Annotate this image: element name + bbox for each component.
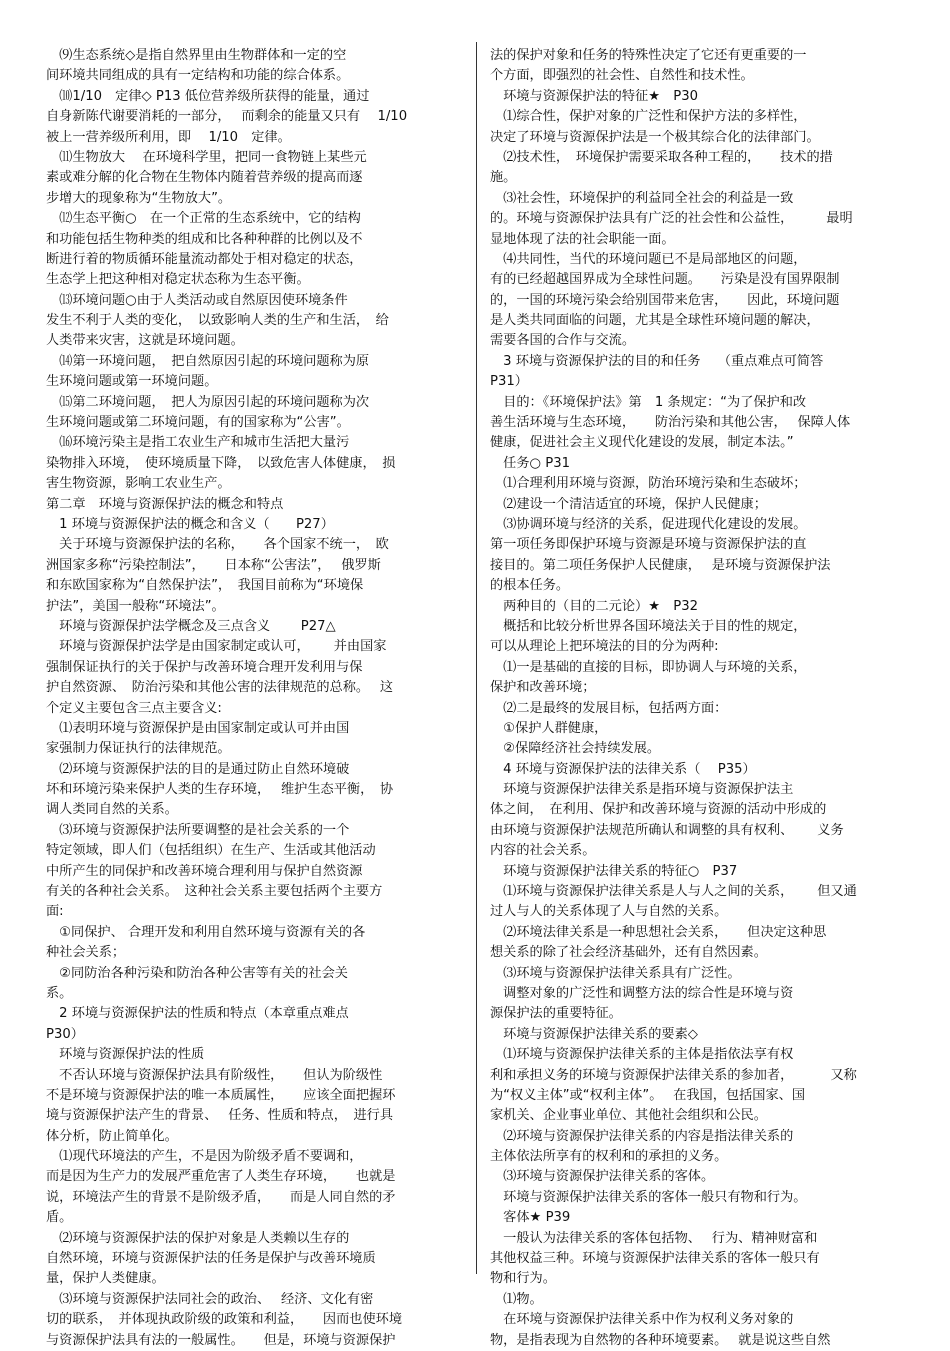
text-line: ⑵建设一个清洁适宜的环境，保护人民健康； [490,496,767,512]
text-line: ⑴环境与资源保护法律关系的主体是指依法享有权 [490,1047,794,1063]
text-line: 染物排入环境， 使环境质量下降， 以致危害人体健康， 损 [46,455,396,471]
text-line: 物和行为。 [490,1271,556,1287]
text-line: 环境与资源保护法律关系是指环境与资源保护法主 [490,782,794,798]
text-line: ⑵环境法律关系是一种思想社会关系， 但决定这种思 [490,924,827,940]
text-line: ⑽1/10 定律◇ P13 低位营养级所获得的能量，通过 [46,88,370,104]
left-text-column [46,46,464,1351]
text-line: ⑴现代环境法的产生，不是因为阶级矛盾不要调和， [46,1149,363,1165]
text-line: ⑿生态平衡○ 在一个正常的生态系统中，它的结构 [46,211,361,227]
text-line: 的。环境与资源保护法具有广泛的社会性和公益性， 最明 [490,211,853,227]
text-line: ①同保护、 合理开发和利用自然环境与资源有关的各 [46,924,366,940]
text-line: 1 环境与资源保护法的概念和含义（ P27） [46,516,334,532]
text-line: 境与资源保护法产生的背景、 任务、性质和特点， 进行具 [46,1108,394,1124]
text-line: ⑴环境与资源保护法律关系是人与人之间的关系， 但又通 [490,884,857,900]
text-line: 概括和比较分析世界各国环境法关于目的性的规定， [490,618,807,634]
text-line: 步增大的现象称为“生物放大”。 [46,190,232,206]
text-line: 环境与资源保护法学是由国家制定或认可， 并由国家 [46,639,387,655]
text-line: 中所产生的同保护和改善环境合理利用与保护自然资源 [46,863,363,879]
text-line: ⑶环境与资源保护法律关系具有广泛性。 [490,965,741,981]
text-line: 内容的社会关系。 [490,843,596,859]
text-line: 家强制力保证执行的法律规范。 [46,741,231,757]
text-line: ②同防治各种污染和防治各种公害等有关的社会关 [46,965,348,981]
text-line: 3 环境与资源保护法的目的和任务 （重点难点可简答 [490,353,824,369]
text-line: ⑶社会性，环境保护的利益同全社会的利益是一致 [490,190,794,206]
text-line: ⑴一是基础的直接的目标，即协调人与环境的关系， [490,659,807,675]
right-text-column [490,46,906,1351]
text-line: 体之间， 在利用、保护和改善环境与资源的活动中形成的 [490,802,827,818]
text-line: 在环境与资源保护法律关系中作为权利义务对象的 [490,1312,794,1328]
text-line: 体分析，防止简单化。 [46,1128,178,1144]
text-line: 个定义主要包含三点主要含义: [46,700,222,716]
text-line: 而是因为生产力的发展严重危害了人类生存环境， 也就是 [46,1169,396,1185]
text-line: 环境与资源保护法律关系的特征○ P37 [490,863,738,879]
text-line: 种社会关系； [46,945,126,961]
text-line: 主体依法所享有的权利和的承担的义务。 [490,1149,728,1165]
text-line: 想关系的除了社会经济基础外，还有自然因素。 [490,945,767,961]
text-line: 特定领域，即人们（包括组织）在生产、生活或其他活动 [46,843,376,859]
text-line: 不是环境与资源保护法的唯一本质属性， 应该全面把握环 [46,1087,396,1103]
text-line: ⑵二是最终的发展目标，包括两方面： [490,700,728,716]
text-line: 的，一国的环境污染会给别国带来危害， 因此，环境问题 [490,292,840,308]
text-line: 护法”，美国一般称“环境法”。 [46,598,225,614]
text-line: 素或难分解的化合物在生物体内随着营养级的提高而逐 [46,170,363,186]
text-line: 目的：《环境保护法》第 1 条规定：“为了保护和改 [490,394,807,410]
text-line: 第二章 环境与资源保护法的概念和特点 [46,496,284,512]
text-line: 物，是指表现为自然物的各种环境要素。 就是说这些自然 [490,1332,831,1348]
text-line: ⑶协调环境与经济的关系，促进现代化建设的发展。 [490,516,807,532]
text-line: 善生活环境与生态环境， 防治污染和其他公害， 保障人体 [490,415,851,431]
text-line: 过人与人的关系体现了人与自然的关系。 [490,904,728,920]
text-line: 有的已经超越国界成为全球性问题。 污染是没有国界限制 [490,272,840,288]
text-line: 量，保护人类健康。 [46,1271,165,1287]
text-line: 人类带来灾害，这就是环境问题。 [46,333,244,349]
text-line: 生环境问题或第二环境问题，有的国家称为“公害”。 [46,415,350,431]
text-line: 保护和改善环境； [490,680,596,696]
text-line: ⑼生态系统◇是指自然界里由生物群体和一定的空 [46,48,347,63]
text-line: 环境与资源保护法学概念及三点含义 P27△ [46,618,336,634]
text-line: 个方面，即强烈的社会性、自然性和技术性。 [490,68,754,84]
text-line: ⒁第一环境问题， 把自然原因引起的环境问题称为原 [46,353,370,369]
text-line: 说，环境法产生的背景不是阶级矛盾， 而是人同自然的矛 [46,1189,396,1205]
text-line: 由环境与资源保护法规范所确认和调整的具有权利、 义务 [490,822,844,838]
text-line: ⒂第二环境问题， 把人为原因引起的环境问题称为次 [46,394,370,410]
text-line: 调整对象的广泛性和调整方法的综合性是环境与资 [490,985,794,1001]
text-line: 切的联系， 并体现执政阶级的政策和利益， 因而也使环境 [46,1312,403,1328]
text-line: 发生不利于人类的变化， 以致影响人类的生产和生活， 给 [46,313,389,329]
text-line: 环境与资源保护法律关系的要素◇ [490,1026,698,1042]
text-line: 坏和环境污染来保护人类的生存环境， 维护生态平衡， 协 [46,782,394,798]
text-line: 两种目的（目的二元论）★ P32 [490,598,698,614]
text-line: ⑴物。 [490,1291,543,1307]
text-line: 与资源保护法具有法的一般属性。 但是，环境与资源保护 [46,1332,396,1348]
text-line: ①保护人群健康， [490,720,608,736]
text-line: 任务○ P31 [490,455,570,471]
text-line: 护自然资源、 防治污染和其他公害的法律规范的总称。 这 [46,680,394,696]
text-line: 断进行着的物质循环能量流动都处于相对稳定的状态， [46,251,363,267]
text-line: 是人类共同面临的问题，尤其是全球性环境问题的解决， [490,313,820,329]
text-line: 盾。 [46,1210,73,1226]
text-line: 客体★ P39 [490,1210,571,1226]
text-line: 决定了环境与资源保护法是一个极其综合化的法律部门。 [490,129,820,145]
text-line: ⑶环境与资源保护法所要调整的是社会关系的一个 [46,822,350,838]
text-line: 和功能包括生物种类的组成和比各种种群的比例以及不 [46,231,363,247]
text-line: ⒃环境污染主是指工农业生产和城市生活把大量污 [46,435,350,451]
text-line: 和东欧国家称为“自然保护法”， 我国目前称为“环境保 [46,578,364,594]
text-line: 调人类同自然的关系。 [46,802,178,818]
text-line: 施。 [490,170,517,186]
text-line: 接目的。第二项任务保护人民健康， 是环境与资源保护法 [490,557,831,573]
text-line: 间环境共同组成的具有一定结构和功能的综合体系。 [46,68,350,84]
text-line: 自然环境，环境与资源保护法的任务是保护与改善环境质 [46,1251,376,1267]
text-line: 环境与资源保护法的性质 [46,1047,205,1063]
text-line: ⑴综合性，保护对象的广泛性和保护方法的多样性， [490,109,807,125]
text-line: 家机关、企业事业单位、其他社会组织和公民。 [490,1108,767,1124]
text-line: 系。 [46,985,73,1001]
text-line: 健康，促进社会主义现代化建设的发展，制定本法。” [490,435,794,451]
text-line: 不否认环境与资源保护法具有阶级性， 但认为阶级性 [46,1067,383,1083]
text-line: ⒀环境问题○由于人类活动或自然原因使环境条件 [46,292,348,308]
text-line: 害生物资源，影响工农业生产。 [46,476,231,492]
text-line: ⑶环境与资源保护法同社会的政治、 经济、文化有密 [46,1291,374,1307]
text-line: ⑴合理利用环境与资源，防治环境污染和生态破坏； [490,476,807,492]
text-line: ⑵环境与资源保护法律关系的内容是指法律关系的 [490,1128,794,1144]
text-line: ⑴表明环境与资源保护是由国家制定或认可并由国 [46,720,350,736]
text-line: 的根本任务。 [490,578,570,594]
text-line: 关于环境与资源保护法的名称， 各个国家不统一， 欧 [46,537,389,553]
text-line: 为“权义主体”或“权利主体”。 在我国，包括国家、国 [490,1087,806,1103]
text-line: ⑵环境与资源保护法的目的是通过防止自然环境破 [46,761,350,777]
text-line: 源保护法的重要特征。 [490,1006,622,1022]
text-line: 强制保证执行的关于保护与改善环境合理开发利用与保 [46,659,363,675]
text-line: 面: [46,904,64,920]
text-line: P31） [490,374,528,390]
text-line: 一般认为法律关系的客体包括物、 行为、精神财富和 [490,1230,818,1246]
text-line: ②保障经济社会持续发展。 [490,741,661,757]
text-line: 生环境问题或第一环境问题。 [46,374,218,390]
column-divider [476,42,477,1274]
text-line: 其他权益三种。环境与资源保护法律关系的客体一般只有 [490,1251,820,1267]
text-line: 4 环境与资源保护法的法律关系（ P35） [490,761,756,777]
text-line: 有关的各种社会关系。 这种社会关系主要包括两个主要方 [46,884,383,900]
text-line: 2 环境与资源保护法的性质和特点（本章重点难点 [46,1006,349,1022]
text-line: ⑵技术性， 环境保护需要采取各种工程的， 技术的措 [490,149,833,165]
text-line: ⑶环境与资源保护法律关系的客体。 [490,1169,715,1185]
text-line: 环境与资源保护法律关系的客体一般只有物和行为。 [490,1189,807,1205]
text-line: 可以从理论上把环境法的目的分为两种: [490,639,719,655]
text-line: 洲国家多称“污染控制法”， 日本称“公害法”， 俄罗斯 [46,557,381,573]
text-line: 需要各国的合作与交流。 [490,333,636,349]
text-line: 利和承担义务的环境与资源保护法律关系的参加者， 又称 [490,1067,857,1083]
text-line: ⑾生物放大 在环境科学里，把同一食物链上某些元 [46,149,367,165]
text-line: ⑷共同性，当代的环境问题已不是局部地区的问题， [490,251,807,267]
text-line: 第一项任务即保护环境与资源是环境与资源保护法的直 [490,537,807,553]
text-line: 被上一营养级所利用，即 1/10 定律。 [46,129,291,145]
text-line: 生态学上把这种相对稳定状态称为生态平衡。 [46,272,310,288]
text-line: 自身新陈代谢要消耗的一部分， 而剩余的能量又只有 1/10 [46,109,408,125]
text-line: 环境与资源保护法的特征★ P30 [490,88,698,104]
text-line: ⑵环境与资源保护法的保护对象是人类赖以生存的 [46,1230,350,1246]
text-line: 显地体现了法的社会职能一面。 [490,231,675,247]
text-line: 法的保护对象和任务的特殊性决定了它还有更重要的一 [490,48,807,63]
text-line: P30） [46,1026,84,1042]
